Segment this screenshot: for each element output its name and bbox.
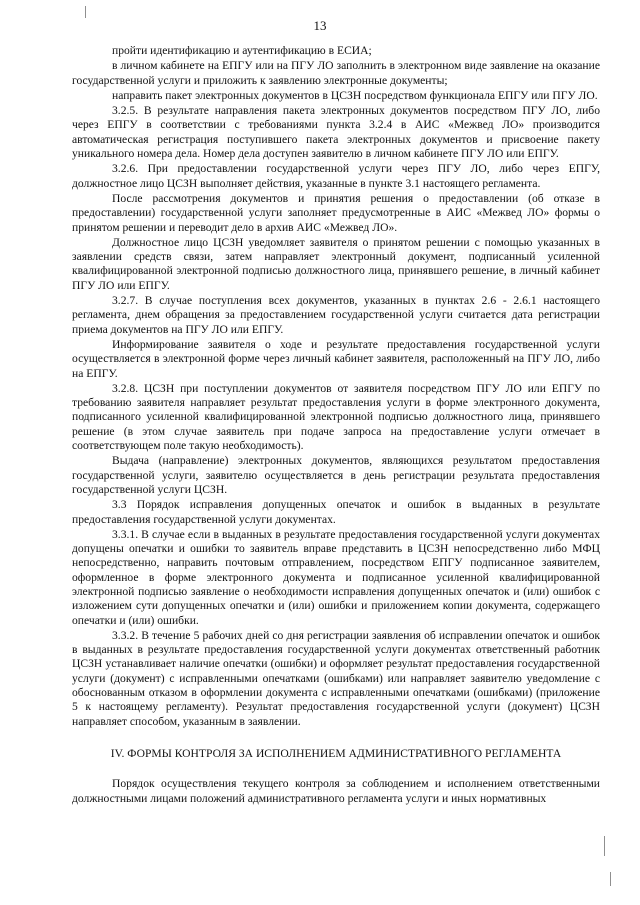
paragraph: в личном кабинете на ЕПГУ или на ПГУ ЛО заполнить в электронном виде заявление на оказание государственной услуги и приложить к заявлению электронные документы;	[72, 59, 600, 87]
section-heading: IV. ФОРМЫ КОНТРОЛЯ ЗА ИСПОЛНЕНИЕМ АДМИНИСТРАТИВНОГО РЕГЛАМЕНТА	[110, 746, 562, 760]
scan-mark	[85, 6, 86, 18]
paragraph: направить пакет электронных документов в ЦСЗН посредством функционала ЕПГУ или ПГУ ЛО.	[112, 88, 598, 102]
paragraph: 3.3 Порядок исправления допущенных опечаток и ошибок в выданных в результате предоставления государственной услуги документах.	[72, 498, 600, 526]
paragraph: Выдача (направление) электронных документов, являющихся результатом предоставления государственной услуги, заявителю осуществляется в день регистрации результата предоставления государственной услуги ЦСЗН.	[72, 454, 600, 496]
paragraph: Информирование заявителя о ходе и результате предоставления государственной услуги осуществляется в электронной форме через личный кабинет заявителя, расположенный на ПГУ ЛО, либо на ЕПГУ.	[72, 337, 600, 380]
scan-mark	[604, 836, 605, 856]
paragraph: После рассмотрения документов и принятия решения о предоставлении (об отказе в предоставлении) государственной услуги заполняет предусмотренные в АИС «Межвед ЛО» формы о принятом решении и переводит дело в архив АИС «Межвед ЛО».	[72, 191, 600, 234]
paragraph: 3.2.5. В результате направления пакета электронных документов посредством ПГУ ЛО, либо через ЕПГУ в соответствии с требованиями пункта 3.2.4 в АИС «Межвед ЛО» производится автоматическая регистрация поступившего пакета электронных документов и присвоение пакету уникального номера дела. Номер дела доступен заявителю в личном кабинете ПГУ ЛО или ЕПГУ.	[72, 104, 600, 161]
page-number: 13	[313, 18, 327, 33]
paragraph: 3.2.7. В случае поступления всех документов, указанных в пунктах 2.6 - 2.6.1 настоящего регламента, днем обращения за предоставлением государственной услуги считается дата регистрации приема документов на ПГУ ЛО или ЕПГУ.	[72, 294, 600, 336]
scan-mark	[610, 872, 611, 886]
paragraph: Должностное лицо ЦСЗН уведомляет заявителя о принятом решении с помощью указанных в заявлении средств связи, затем направляет электронный документ, подписанный усиленной квалифицированной электронной подписью должностного лица, принявшего решение, в личный кабинет ПГУ ЛО или ЕПГУ.	[72, 235, 600, 292]
paragraph: Порядок осуществления текущего контроля за соблюдением и исполнением ответственными должностными лицами положений административного регламента услуги и иных нормативных	[72, 777, 600, 805]
paragraph: 3.3.2. В течение 5 рабочих дней со дня регистрации заявления об исправлении опечаток и ошибок в выданных в результате предоставления государственной услуги документах ответственный работник ЦСЗН устанавливает наличие опечатки (ошибки) и оформляет результат предоставления государственной услуги (документ) с исправленными опечатками (ошибками) или направляет заявителю уведомление с обоснованным отказом в оформлении документа с исправленными опечатками (ошибками) (приложение 5 к настоящему регламенту). Результат предоставления государственной услуги (документ) ЦСЗН направляет способом, указанным в заявлении.	[72, 628, 600, 728]
paragraph: 3.2.6. При предоставлении государственной услуги через ПГУ ЛО, либо через ЕПГУ, должностное лицо ЦСЗН выполняет действия, указанные в пункте 3.1 настоящего регламента.	[72, 162, 600, 190]
paragraph: 3.2.8. ЦСЗН при поступлении документов от заявителя посредством ПГУ ЛО или ЕПГУ по требованию заявителя направляет результат предоставления услуги в форме электронного документа, подписанного усиленной квалифицированной электронной подписью должностного лица, принявшего решение (в этом случае заявитель при подаче запроса на предоставление услуги отмечает в соответствующем поле такую необходимость).	[72, 381, 600, 453]
paragraph: 3.3.1. В случае если в выданных в результате предоставления государственной услуги документах допущены опечатки и ошибки то заявитель вправе представить в ЦСЗН непосредственно либо МФЦ непосредственно, направить почтовым отправлением, посредством ЕПГУ подписанное заявителем, оформленное в форме электронного документа и подписанное усиленной квалифицированной электронной подписью заявление о необходимости исправления допущенных опечаток и (или) ошибок с изложением сути допущенных опечатки и (или) ошибки и приложением копии документа, содержащего опечатки и (или) ошибки.	[72, 527, 600, 627]
document-body	[72, 44, 600, 806]
paragraph: пройти идентификацию и аутентификацию в ЕСИА;	[112, 44, 372, 57]
